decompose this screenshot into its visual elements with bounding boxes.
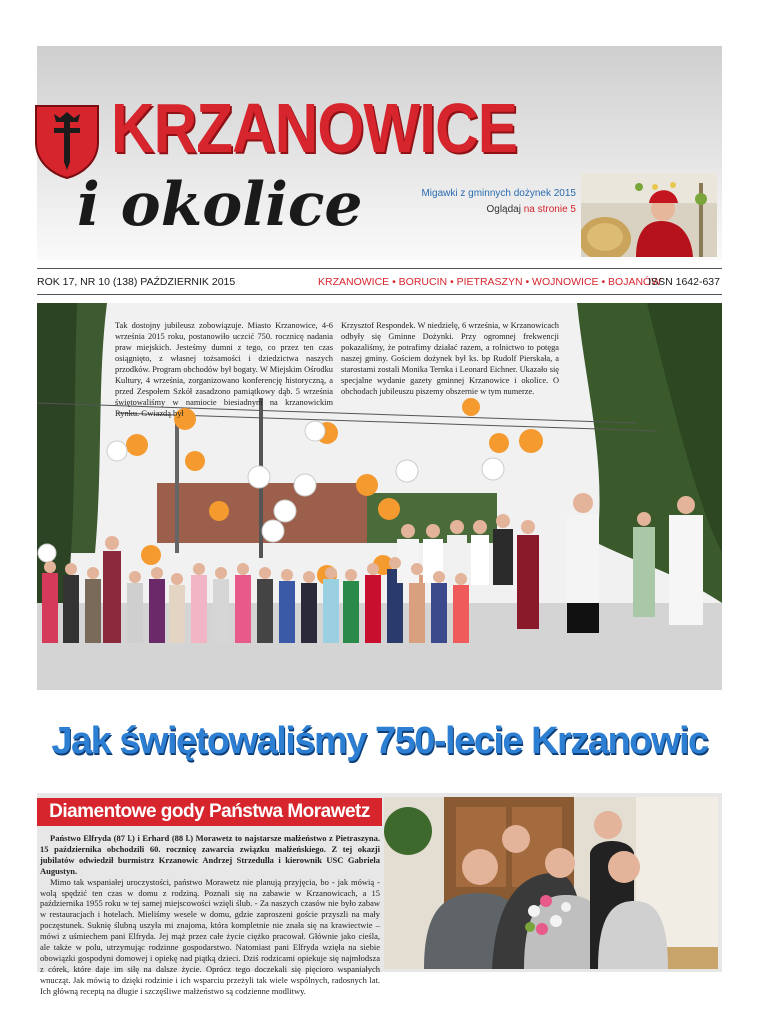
promo-line-2-prefix: Oglądaj xyxy=(486,204,521,215)
second-article-body: Mimo tak wspaniałej uroczystości, państwo Morawetz nie planują przyjęcia, bo - jak mówią - wolą spędzić ten czas w domu z rodziną. Poznali się na zabawie w Krzanowicach, a 15 października 1955 roku w tej samej miejscowości wzięli ślub. - Za naszych czasów nie było zabaw w restauracjach i hotelach. Mieliśmy wesele w domu, gdzie zaproszeni goście przyszli na mały poczęstunek. Suknię ślubną uszyła mi znajoma, która kompletnie nie znała się na krawiectwie – mówi z uśmiechem pani Elfryda. Jej mąż przez całe życie ciężko pracował. Głównie jako cieśla, ale także w polu, utrzymując rodzinne gospodarstwo. Natomiast pani Elfryda wzięła na siebie obowiązki gospodyni domowej i opiekę nad piątką dzieci. Dziś rodzicami opiekuje się najmłodsza z córek, które daje im siłę na dalsze życie. Oprócz tego doczekali się pięcioro wspaniałych wnucząt. Jak mówią to dzięki rodzinie i ich wsparciu przeżyli tak wiele wspólnych, radosnych lat. Ich główną receptą na długie i szczęśliwe małżeństwo są codzienne modlitwy. xyxy=(40,876,380,996)
anniversary-family-photo xyxy=(384,797,718,969)
lead-article-column-2: Krzysztof Respondek. W niedzielę, 6 września, w Krzanowicach odbyły się Gminne Dożynki. Przy ogromnej frekwencji pokazaliśmy, że potrafimy działać razem, a rolnictwo to potęga naszej gminy. Gościem dożynek był ks. bp Rudolf Pierskała, a starostami zostali Monika Ternka i Leonard Eichner. Ukazało się specjalne wydanie gazety gminnej Krzanowice i okolice. O obchodach jubileuszu piszemy obszernie w tym numerze. xyxy=(341,321,559,396)
issue-number: ROK 17, NR 10 (138) PAŹDZIERNIK 2015 xyxy=(37,276,236,288)
village-list: KRZANOWICE • BORUCIN • PIETRASZYN • WOJNOWICE • BOJANÓW xyxy=(318,276,662,288)
bottom-divider xyxy=(37,294,722,295)
second-article-text xyxy=(40,833,380,997)
second-article-title: Diamentowe gody Państwa Morawetz xyxy=(37,798,382,826)
promo-teaser[interactable] xyxy=(412,186,576,218)
lead-article-column-1: Tak dostojny jubileusz zobowiązuje. Miasto Krzanowice, 4-6 września 2015 roku, postanowiło uczcić 750. rocznicę nadania praw miejskich. Jesteśmy dumni z tego, co przez ten czas osiągnięto, z własnej tożsamości i dziedzictwa naszych przodków. Program obchodów był bogaty. W Miejskim Ośrodku Kultury, 4 września, zorganizowano konferencję historyczną, a przed Zespołem Szkół zasadzono pamiątkowy dąb. 5 września świętowaliśmy w namiocie biesiadnym na krzanowickim Rynku. Gwiazdą był xyxy=(115,321,333,418)
issn-number: ISSN 1642-637 xyxy=(648,276,720,288)
promo-line-2-page: na stronie 5 xyxy=(523,204,576,215)
issue-info-bar xyxy=(37,273,722,291)
coat-of-arms-icon xyxy=(34,104,100,180)
top-divider xyxy=(37,268,722,269)
second-article-lead: Państwo Elfryda (87 l.) i Erhard (88 l.) Morawetz to najstarsze małżeństwo z Pietraszyna. 15 października obchodzili 60. rocznicę zawarcia związku małżeńskiego. Z tej okazji jubilatów odwiedził burmistrz Krzanowic Andrzej Strzedulla i kierownik USC Gabriela Augustyn. xyxy=(40,833,380,876)
harvest-festival-photo xyxy=(581,173,717,257)
masthead-subtitle: i okolice xyxy=(77,170,363,240)
masthead-title: KRZANOWICE xyxy=(111,89,518,167)
lead-headline: Jak świętowaliśmy 750-lecie Krzanowic xyxy=(51,720,708,762)
promo-line-1: Migawki z gminnych dożynek 2015 xyxy=(421,188,576,199)
